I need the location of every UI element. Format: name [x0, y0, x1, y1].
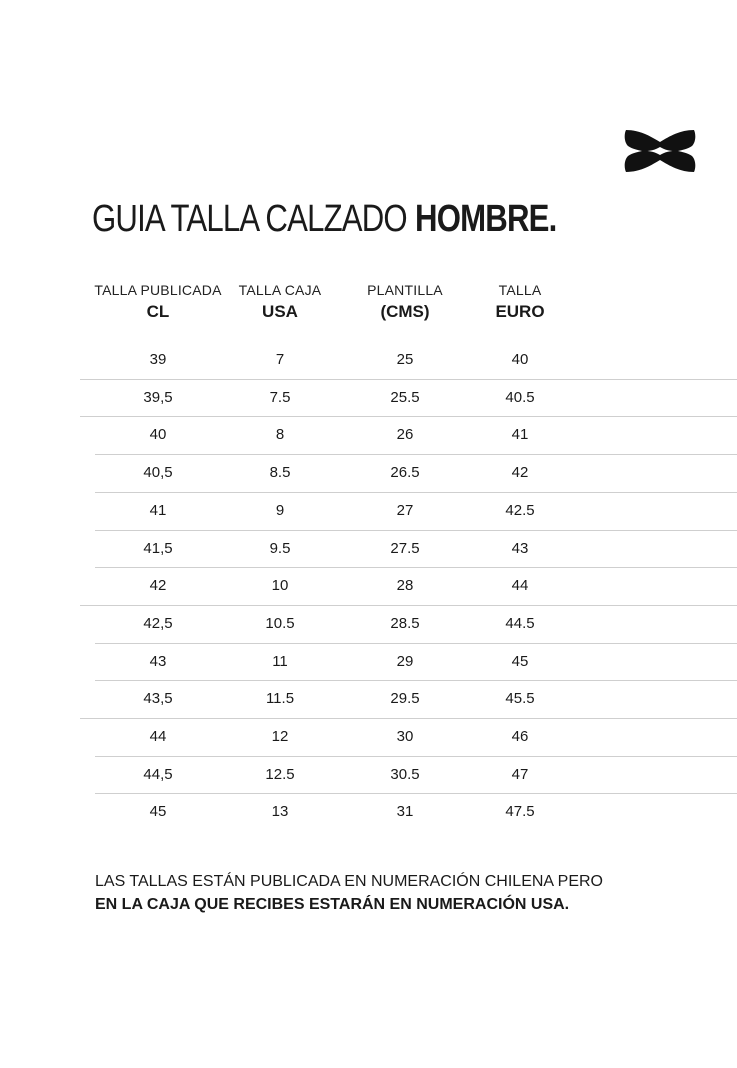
table-cell: 44.5	[505, 614, 535, 632]
table-row	[0, 530, 737, 568]
table-cell: 46	[511, 728, 529, 745]
table-row	[0, 416, 737, 454]
table-cell: 10.5	[265, 614, 295, 632]
table-row	[0, 567, 737, 605]
table-cell: 47.5	[505, 803, 535, 821]
table-cell: 7	[275, 351, 285, 368]
table-cell: 30	[396, 728, 414, 745]
table-cell: 45.5	[505, 690, 535, 708]
table-cell: 45	[149, 803, 167, 821]
column-header-big: USA	[262, 302, 298, 321]
table-cell: 42	[511, 464, 529, 482]
table-row	[0, 793, 737, 831]
note-line-1: LAS TALLAS ESTÁN PUBLICADA EN NUMERACIÓN CHILENA PERO	[95, 873, 603, 890]
table-cell: 9.5	[269, 539, 291, 557]
table-cell: 28	[396, 577, 414, 595]
table-row	[0, 605, 737, 643]
table-cell: 41,5	[143, 539, 173, 557]
table-cell: 8.5	[269, 464, 291, 482]
table-cell: 27	[396, 501, 414, 519]
table-row	[0, 718, 737, 756]
column-header-usa	[219, 282, 341, 322]
table-cell: 25	[396, 351, 414, 368]
column-header-cl	[75, 282, 241, 322]
table-row	[0, 379, 737, 417]
under-armour-logo-icon	[622, 128, 698, 174]
table-cell: 25.5	[390, 388, 420, 406]
table-cell: 28.5	[390, 614, 420, 632]
table-cell: 39	[149, 351, 167, 368]
table-cell: 43,5	[143, 690, 173, 708]
table-cell: 40,5	[143, 464, 173, 482]
table-cell: 27.5	[390, 539, 420, 557]
table-cell: 31	[396, 803, 414, 821]
table-cell: 29.5	[390, 690, 420, 708]
column-header-euro	[470, 282, 570, 322]
table-cell: 44	[511, 577, 529, 595]
table-row	[0, 492, 737, 530]
page-title	[92, 196, 556, 242]
table-row	[0, 680, 737, 718]
table-cell: 9	[275, 501, 285, 519]
note-line-2: EN LA CAJA QUE RECIBES ESTARÁN EN NUMERACIÓN USA.	[95, 896, 570, 913]
column-header-small: PLANTILLA	[367, 282, 443, 298]
table-row	[0, 643, 737, 681]
table-cell: 12.5	[265, 765, 295, 783]
table-cell: 26	[396, 426, 414, 444]
title-bold: HOMBRE.	[415, 198, 557, 240]
table-cell: 7.5	[269, 388, 291, 406]
table-cell: 40	[149, 426, 167, 444]
table-row	[0, 341, 737, 379]
column-header-small: TALLA CAJA	[238, 282, 322, 298]
table-cell: 29	[396, 652, 414, 670]
column-header-big: EURO	[495, 302, 545, 321]
table-cell: 41	[511, 426, 529, 444]
column-header-small: TALLA	[498, 282, 542, 298]
column-header-cms	[345, 282, 465, 322]
column-header-big: CL	[146, 302, 170, 321]
table-cell: 30.5	[390, 765, 420, 783]
size-note	[95, 870, 603, 916]
table-cell: 12	[271, 728, 289, 745]
table-cell: 40	[511, 351, 529, 368]
column-header-big: (CMS)	[380, 302, 430, 321]
table-cell: 41	[149, 501, 167, 519]
table-cell: 44,5	[143, 765, 173, 783]
table-cell: 42.5	[505, 501, 535, 519]
table-cell: 10	[271, 577, 289, 595]
table-cell: 39,5	[143, 388, 173, 406]
table-cell: 26.5	[390, 464, 420, 482]
table-cell: 47	[511, 765, 529, 783]
table-cell: 44	[149, 728, 167, 745]
table-cell: 43	[511, 539, 529, 557]
table-cell: 11	[272, 652, 288, 670]
table-cell: 11.5	[265, 690, 295, 708]
table-cell: 43	[149, 652, 167, 670]
table-cell: 42	[149, 577, 167, 595]
column-header-small: TALLA PUBLICADA	[94, 282, 222, 298]
table-row	[0, 756, 737, 794]
table-cell: 45	[511, 652, 529, 670]
table-row	[0, 454, 737, 492]
table-cell: 13	[271, 803, 289, 821]
title-light: GUIA TALLA CALZADO	[92, 198, 407, 240]
table-cell: 42,5	[143, 614, 173, 632]
table-cell: 40.5	[505, 388, 535, 406]
table-cell: 8	[275, 426, 285, 444]
